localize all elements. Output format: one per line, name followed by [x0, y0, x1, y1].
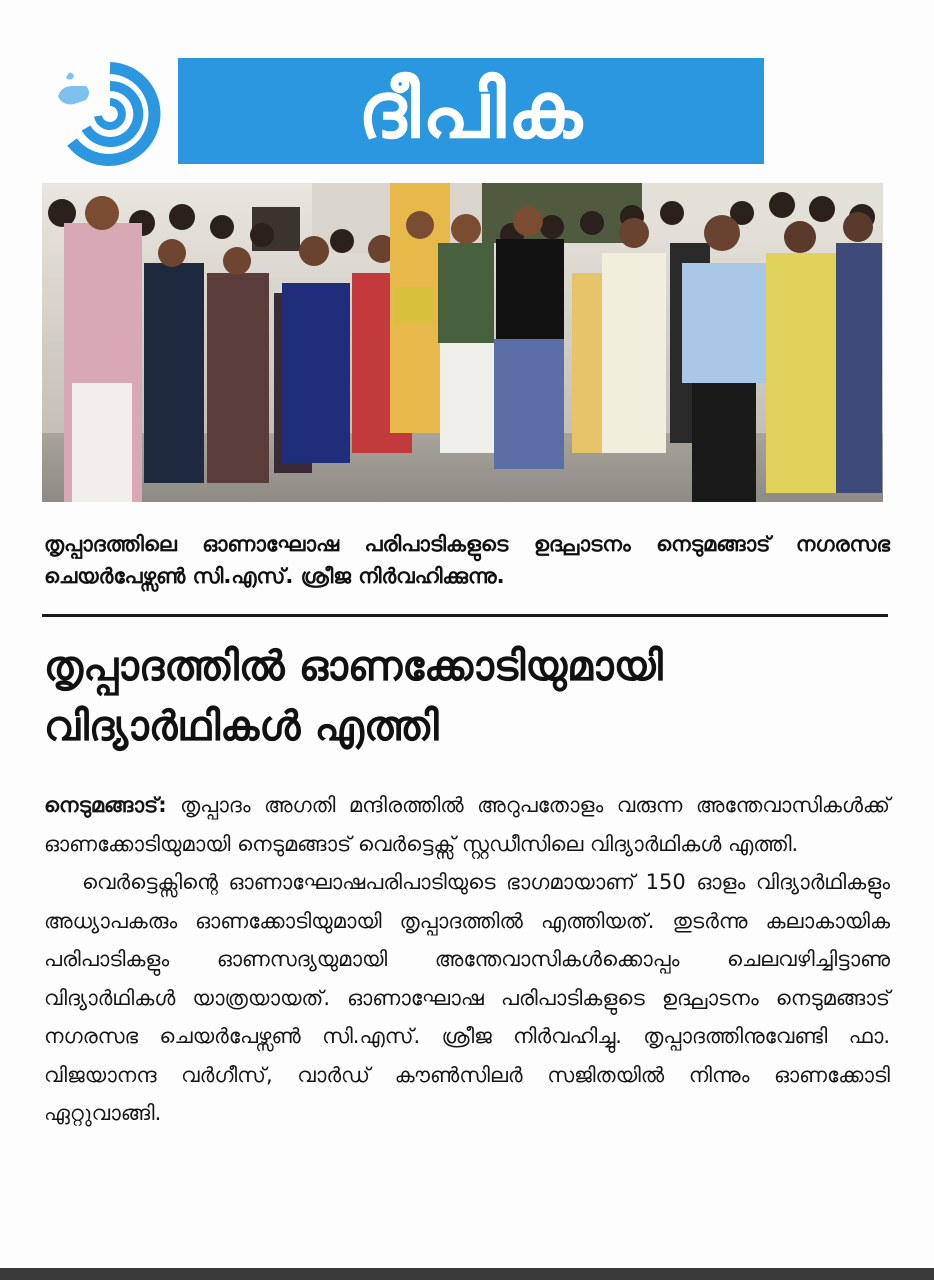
dateline: നെടുമങ്ങാട്:: [44, 793, 167, 817]
photo-illustration: [42, 183, 883, 502]
headline-line-1: തൃപ്പാദത്തിൽ ഓണക്കോടിയുമായി: [44, 642, 663, 690]
news-photo: [42, 183, 883, 502]
headline: [44, 636, 894, 756]
masthead-band: [178, 58, 764, 164]
article-paragraph-1: [44, 786, 890, 863]
article-paragraph-2: വെർട്ടെക്സിന്റെ ഓണാഘോഷപരിപാടിയുടെ ഭാഗമായാണ് 150 ഓളം വിദ്യാർഥികളും അധ്യാപകരും ഓണക്കോടിയുമായി തൃപ്പാദത്തിൽ എത്തിയത്. തുടർന്നു കലാകായിക പരിപാടികളും ഓണസദ്യയുമായി അന്തേവാസികൾക്കൊപ്പം ചെലവഴിച്ചിട്ടാണു വിദ്യാർഥികൾ യാത്രയായത്. ഓണാഘോഷ പരിപാടികളുടെ ഉദ്ഘാടനം നെടുമങ്ങാട് നഗരസഭ ചെയർപേഴ്സൺ സി.എസ്. ശ്രീജ നിർവഹിച്ചു. തൃപ്പാദത്തിനുവേണ്ടി ഫാ. വിജയാനന്ദ വർഗീസ്, വാർഡ് കൗൺസിലർ സജിതയിൽ നിന്നും ഓണക്കോടി ഏറ്റുവാങ്ങി.: [44, 870, 890, 1125]
lamp-logo-icon: [52, 56, 168, 166]
headline-line-2: വിദ്യാർഥികൾ എത്തി: [44, 702, 439, 750]
masthead: [52, 52, 764, 170]
masthead-title: ദീപിക: [357, 66, 585, 156]
bottom-edge: [0, 1268, 934, 1280]
divider: [42, 614, 888, 617]
photo-caption: തൃപ്പാദത്തിലെ ഓണാഘോഷ പരിപാടികളുടെ ഉദ്ഘാടനം നെടുമങ്ങാട് നഗരസഭ ചെയർപേഴ്സൺ സി.എസ്. ശ്രീജ നിർവഹിക്കുന്നു.: [44, 532, 890, 588]
article-body: [44, 786, 890, 1133]
paragraph-1-text: തൃപ്പാദം അഗതി മന്ദിരത്തിൽ അറുപതോളം വരുന്ന അന്തേവാസികൾക്ക് ഓണക്കോടിയുമായി നെടുമങ്ങാട് വെർട്ടെക്സ് സ്റ്റഡീസിലെ വിദ്യാർഥികൾ എത്തി.: [44, 793, 890, 856]
